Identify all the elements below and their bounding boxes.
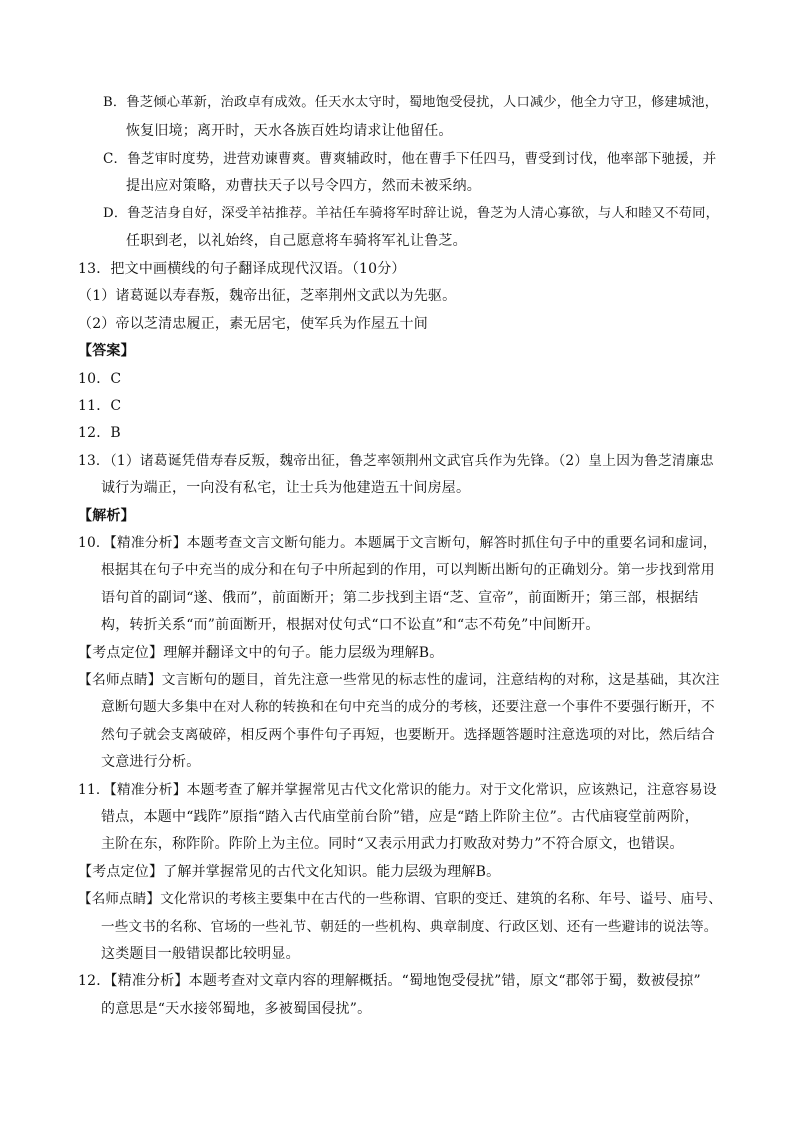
analysis-12-line-2: 的意思是“天水接邻蜀地，多被蜀国侵扰”。	[101, 1001, 372, 1017]
analysis-11-tip-line-3: 这类题目一般错误都比较明显。	[101, 946, 300, 962]
answer-13-line-1: 13．（1）诸葛诞凭借寿春反叛，魏帝出征，鲁芝率领荆州文武官兵作为先锋。（2）皇上因为鲁芝清廉忠	[78, 453, 714, 469]
answer-11: 11．C	[78, 398, 122, 414]
answer-13-line-2: 诚行为端正，一向没有私宅，让士兵为他建造五十间房屋。	[101, 480, 471, 496]
analysis-11-keypoint: 【考点定位】了解并掌握常见的古代文化知识。能力层级为理解B。	[78, 864, 501, 880]
option-c-line-2: 提出应对策略，劝曹扶天子以号令四方，然而未被采纳。	[126, 178, 481, 194]
option-c-line-1: C．鲁芝审时度势，进营劝谏曹爽。曹爽辅政时，他在曹手下任四马，曹受到讨伐，他率部下驰援，并	[103, 151, 717, 167]
option-d-line-1: D．鲁芝洁身自好，深受羊祜推荐。羊祜任车骑将军时辞让说，鲁芝为人清心寡欲，与人和睦又不苟同，	[103, 206, 720, 221]
analysis-11-line-2: 错点，本题中“践阼”原指“踏入古代庙堂前台阶”错，应是“踏上阼阶主位”。古代庙寝堂前两阶，	[101, 809, 699, 825]
answer-header: 【答案】	[78, 343, 135, 359]
analysis-10-tip-line-4: 文意进行分析。	[101, 754, 201, 770]
analysis-10-line-2: 根据其在句子中充当的成分和在句子中所起到的作用，可以判断出断句的正确划分。第一步找到常用	[101, 562, 715, 578]
analysis-11-tip-line-1: 【名师点睛】文化常识的考核主要集中在古代的一些称谓、官职的变迁、建筑的名称、年号、谥号、庙号、	[78, 891, 722, 907]
question-13-sentence-1: （1）诸葛诞以寿春叛，魏帝出征，芝率荆州文武以为先驱。	[78, 288, 457, 304]
analysis-10-tip-line-3: 然句子就会支离破碎，相反两个事件句子再短，也要断开。选择题答题时注意选项的对比，然后结合	[101, 727, 715, 743]
analysis-12-line-1: 12．【精准分析】本题考查对文章内容的理解概括。“蜀地饱受侵扰”错，原文“郡邻于蜀，数被侵掠”	[78, 973, 701, 989]
question-13-sentence-2: （2）帝以芝清忠履正，素无居宅，使军兵为作屋五十间	[78, 316, 428, 332]
analysis-10-line-4: 构，转折关系“而”前面断开，根据对仗句式“口不讼直”和“志不苟免”中间断开。	[101, 617, 600, 633]
answer-10: 10．C	[78, 371, 122, 387]
option-d-line-2: 任职到老，以礼始终，自己愿意将车骑将军礼让鲁芝。	[126, 233, 467, 249]
answer-12: 12．B	[78, 425, 121, 441]
question-13-prompt: 13．把文中画横线的句子翻译成现代汉语。（10分）	[78, 261, 406, 277]
analysis-10-line-1: 10．【精准分析】本题考查文言文断句能力。本题属于文言断句，解答时抓住句子中的重要名词和虚词，	[78, 535, 717, 551]
analysis-11-line-1: 11．【精准分析】本题考查了解并掌握常见古代文化常识的能力。对于文化常识，应该熟记，注意容易设	[78, 782, 717, 798]
option-b-line-1: B．鲁芝倾心革新，治政卓有成效。任天水太守时，蜀地饱受侵扰，人口减少，他全力守卫，修建城池，	[103, 95, 719, 110]
analysis-10-tip-line-1: 【名师点睛】文言断句的题目，首先注意一些常见的标志性的虚词，注意结构的对称，这是基础，其次注	[78, 672, 720, 688]
analysis-header: 【解析】	[78, 508, 135, 524]
analysis-11-tip-line-2: 一些文书的名称、官场的一些礼节、朝廷的一些机构、典章制度、行政区划、还有一些避讳的说法等。	[101, 919, 718, 935]
analysis-11-line-3: 主阶在东，称阼阶。阼阶上为主位。同时“又表示用武力打败敌对势力”不符合原文，也错误。	[101, 836, 684, 852]
option-b-line-2: 恢复旧境；离开时，天水各族百姓均请求让他留任。	[126, 123, 453, 139]
analysis-10-tip-line-2: 意断句题大多集中在对人称的转换和在句中充当的成分的考核，还要注意一个事件不要强行断开，不	[101, 699, 715, 715]
analysis-10-keypoint: 【考点定位】理解并翻译文中的句子。能力层级为理解B。	[78, 645, 444, 661]
analysis-10-line-3: 语句首的副词“遂、俄而”，前面断开；第二步找到主语“芝、宣帝”，前面断开；第三部，根据结	[101, 590, 699, 606]
